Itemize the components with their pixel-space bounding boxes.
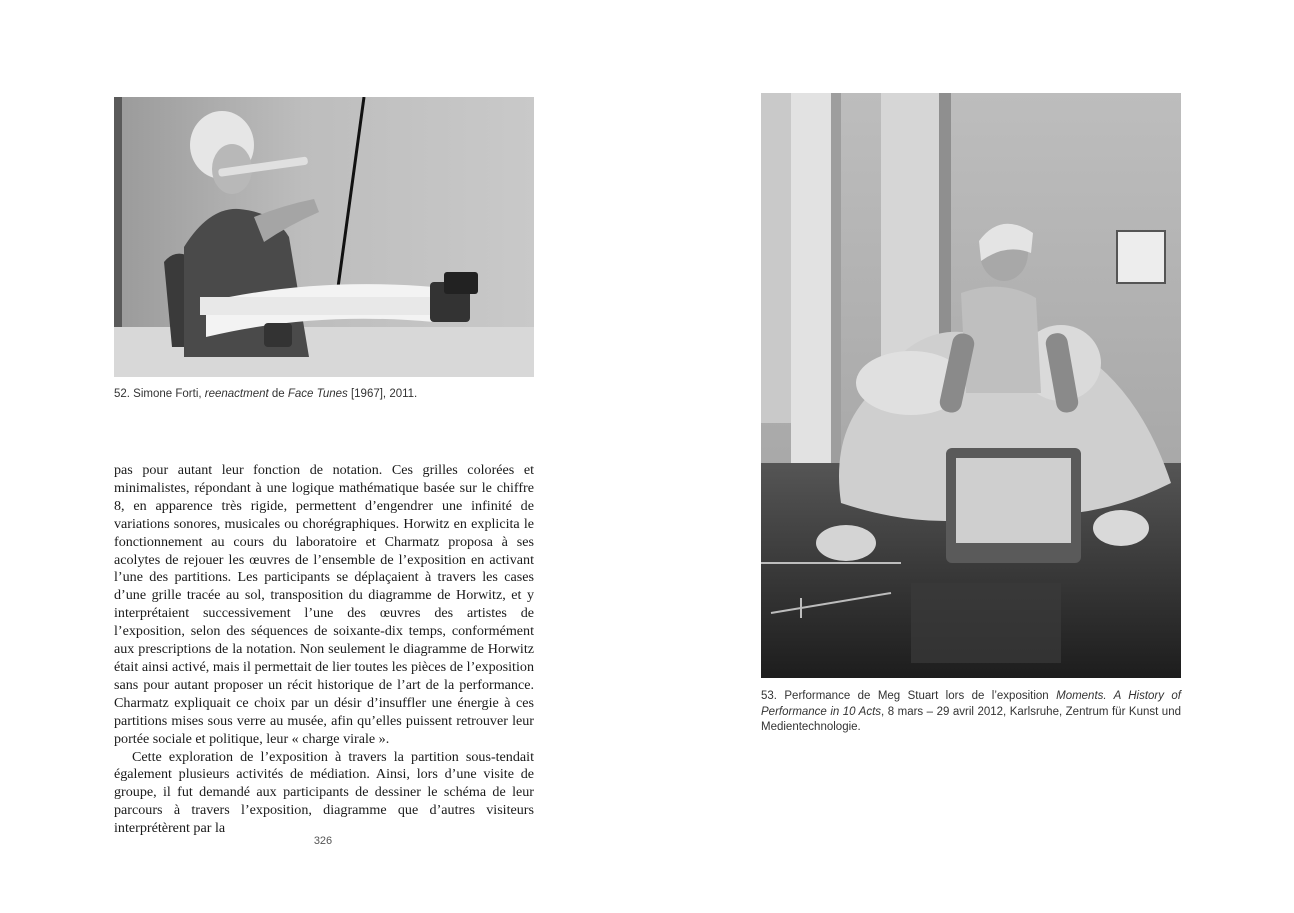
figure-52-caption <box>114 387 534 403</box>
body-paragraph-1: pas pour autant leur fonction de notation. Ces grilles colorées et minimalistes, répondant à une logique mathématique basée sur le chiffre 8, en apparence très rigide, permettent d’engendrer une infinité de variations sonores, musicales ou chorégraphiques. Horwitz en explicita le fonctionnement au cours du laboratoire et Charmatz proposa à ses acolytes de rejouer les œuvres de l’ensemble de l’exposition en activant l’une des partitions. Les participants se déplaçaient à travers les cases d’une grille tracée au sol, transposition du diagramme de Horwitz, et y interprétaient successivement l’une des œuvres des artistes de l’exposition, selon des séquences de soixante-dix temps, conformément aux prescriptions de la notation. Non seulement le diagramme de Horwitz était ainsi activé, mais il permettait de lier toutes les pièces de l’exposition sans pour autant proposer un récit historique de l’art de la performance. Charmatz expliquait ce choix par un désir d’insuffler une énergie à ces partitions mises sous verre au musée, afin qu’elles puissent retrouver leur portée sociale et politique, leur « charge virale ». <box>114 462 534 747</box>
photo-simone-forti-image <box>114 97 534 377</box>
photo-simone-forti <box>114 97 534 377</box>
figure-52-caption-suffix: [1967], 2011. <box>347 388 418 400</box>
photo-meg-stuart-performance <box>761 93 1181 678</box>
figure-52-caption-prefix: 52. Simone Forti, <box>114 388 205 400</box>
body-paragraph-2: Cette exploration de l’exposition à travers la partition sous-tendait également plusieurs activités de médiation. Ainsi, lors d’une visite de groupe, il fut demandé aux participants de dessiner le schéma de leur parcours à travers l’exposition, diagramme que d’autres visiteurs interprétèrent par la <box>114 748 534 837</box>
figure-52-caption-italic-2: Face Tunes <box>287 388 348 400</box>
figure-53-caption-prefix: 53. Performance de Meg Stuart lors de l’exposition <box>761 690 1057 702</box>
figure-52-caption-italic-1: reenactment <box>204 388 269 400</box>
figure-53-caption-italic: Moments. A History of Performance in 10 Acts <box>761 690 1181 718</box>
page-number: 326 <box>313 835 333 847</box>
figure-52-caption-mid: de <box>268 388 288 400</box>
figure-53-caption <box>761 689 1181 736</box>
photo-meg-stuart-performance-image <box>761 93 1181 678</box>
figure-53-caption-suffix: , 8 mars – 29 avril 2012, Karlsruhe, Zentrum für Kunst und Medientechnologie. <box>761 705 1181 733</box>
body-text <box>114 462 534 838</box>
